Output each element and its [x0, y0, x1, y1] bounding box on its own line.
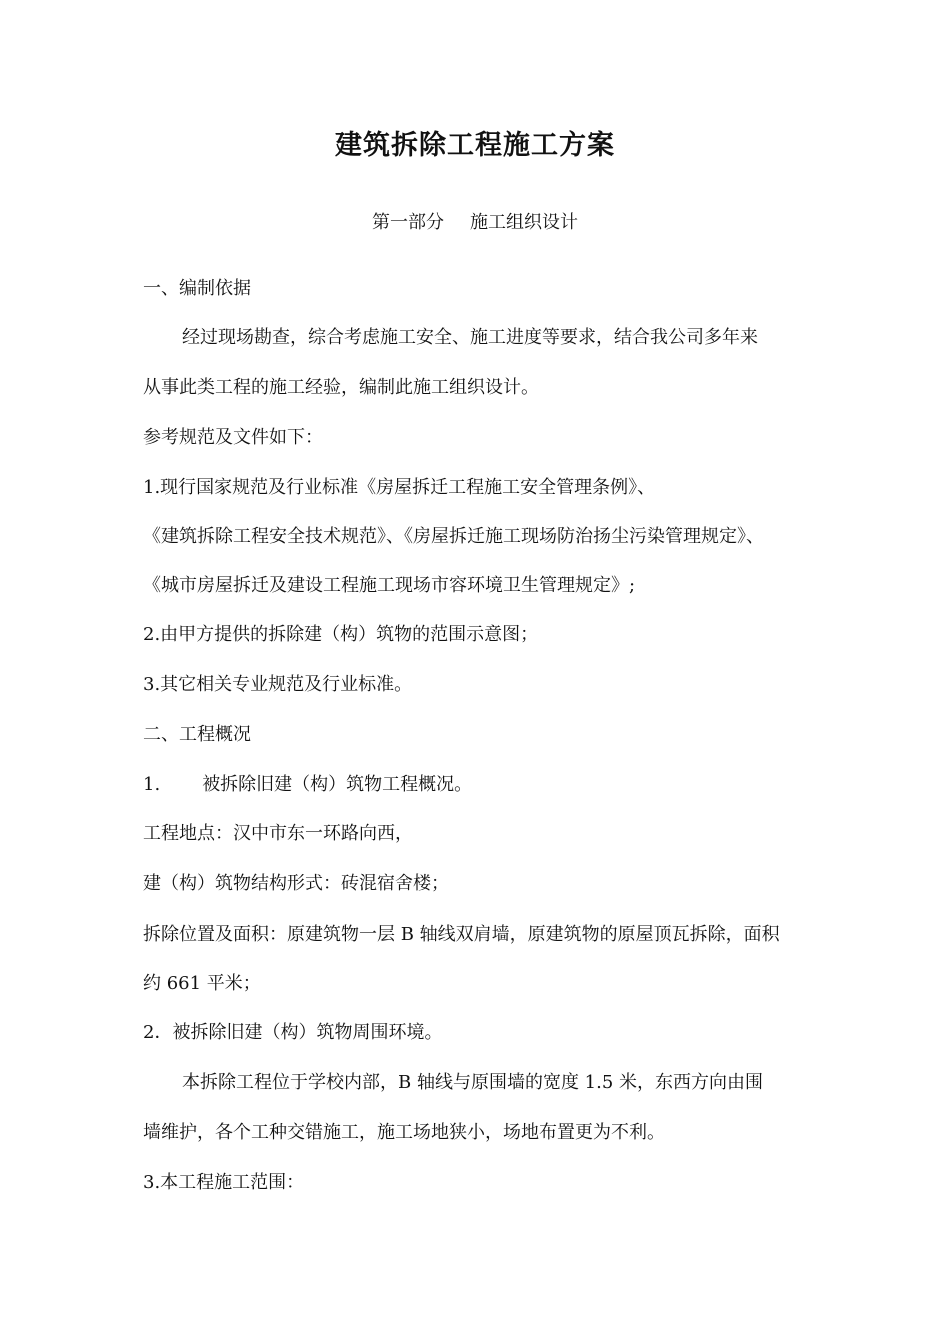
section-heading-overview: 二、工程概况 [143, 724, 251, 745]
paragraph-line: 参考规范及文件如下： [143, 427, 323, 448]
list-item: 3.其它相关专业规范及行业标准。 [143, 674, 413, 695]
list-item: 1.现行国家规范及行业标准《房屋拆迁工程施工安全管理条例》、 [143, 477, 656, 498]
paragraph-line: 墙维护，各个工种交错施工，施工场地狭小，场地布置更为不利。 [143, 1122, 665, 1143]
paragraph-line: 建（构）筑物结构形式：砖混宿舍楼； [143, 873, 449, 894]
paragraph-line: 经过现场勘查，综合考虑施工安全、施工进度等要求，结合我公司多年来 [182, 327, 758, 348]
document-title: 建筑拆除工程施工方案 [335, 130, 615, 161]
list-number: 1. [143, 774, 161, 795]
subtitle-part: 第一部分 [372, 212, 444, 233]
list-item [143, 770, 813, 800]
list-text: 被拆除旧建（构）筑物工程概况。 [202, 774, 473, 795]
section-heading-basis: 一、编制依据 [143, 278, 251, 299]
paragraph-line: 从事此类工程的施工经验，编制此施工组织设计。 [143, 377, 539, 398]
list-item: 3.本工程施工范围： [143, 1172, 305, 1193]
paragraph-line: 工程地点：汉中市东一环路向西， [143, 823, 413, 844]
paragraph-line: 本拆除工程位于学校内部，B 轴线与原围墙的宽度 1.5 米，东西方向由围 [182, 1072, 764, 1093]
list-item: 2．被拆除旧建（构）筑物周围环境。 [143, 1022, 443, 1043]
list-item-continuation: 《城市房屋拆迁及建设工程施工现场市容环境卫生管理规定》; [143, 575, 636, 596]
subtitle-name: 施工组织设计 [470, 212, 578, 233]
list-item: 2.由甲方提供的拆除建（构）筑物的范围示意图； [143, 624, 539, 645]
document-subtitle [0, 208, 950, 238]
paragraph-line: 约 661 平米； [143, 973, 261, 994]
list-item-continuation: 《建筑拆除工程安全技术规范》、《房屋拆迁施工现场防治扬尘污染管理规定》、 [143, 526, 764, 547]
paragraph-line: 拆除位置及面积：原建筑物一层 B 轴线双肩墙，原建筑物的原屋顶瓦拆除，面积 [143, 924, 780, 945]
